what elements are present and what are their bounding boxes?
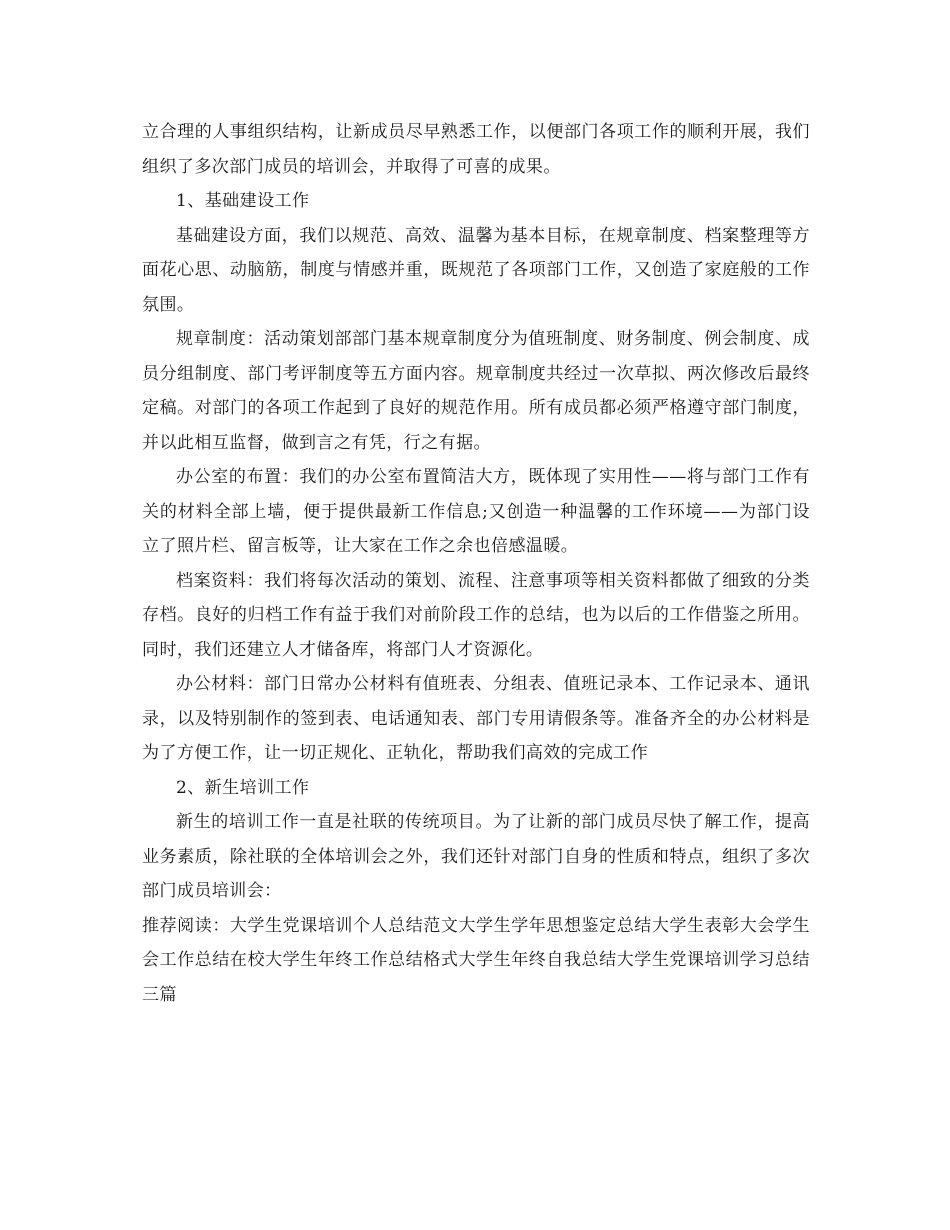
- section-heading-training: 2、新生培训工作: [176, 777, 310, 798]
- paragraph-infrastructure: 基础建设方面，我们以规范、高效、温馨为基本目标，在规章制度、档案整理等方面花心思、动脑筋，制度与情感并重，既规范了各项部门工作，又创造了家庭般的工作氛围。: [142, 225, 810, 315]
- paragraph-recommended-reading: 推荐阅读：大学生党课培训个人总结范文大学生学年思想鉴定总结大学生表彰大会学生会工作总结在校大学生年终工作总结格式大学生年终自我总结大学生党课培训学习总结三篇: [142, 915, 810, 1005]
- document-body: [142, 115, 810, 1012]
- section-heading-infrastructure: 1、基础建设工作: [176, 191, 310, 211]
- paragraph-office-layout: 办公室的布置：我们的办公室布置简洁大方，既体现了实用性——将与部门工作有关的材料全部上墙，便于提供最新工作信息;又创造一种温馨的工作环境——为部门设立了照片栏、留言板等，让大家在工作之余也倍感温暖。: [142, 467, 810, 556]
- paragraph-intro-continuation: 立合理的人事组织结构，让新成员尽早熟悉工作，以便部门各项工作的顺利开展，我们组织了多次部门成员的培训会，并取得了可喜的成果。: [142, 122, 810, 177]
- paragraph-archives: 档案资料：我们将每次活动的策划、流程、注意事项等相关资料都做了细致的分类存档。良好的归档工作有益于我们对前阶段工作的总结，也为以后的工作借鉴之所用。同时，我们还建立人才储备库，将部门人才资源化。: [142, 570, 810, 660]
- paragraph-rules: 规章制度：活动策划部部门基本规章制度分为值班制度、财务制度、例会制度、成员分组制度、部门考评制度等五方面内容。规章制度共经过一次草拟、两次修改后最终定稿。对部门的各项工作起到了良好的规范作用。所有成员都必须严格遵守部门制度，并以此相互监督，做到言之有凭，行之有据。: [142, 329, 810, 453]
- paragraph-training: 新生的培训工作一直是社联的传统项目。为了让新的部门成员尽快了解工作，提高业务素质，除社联的全体培训会之外，我们还针对部门自身的性质和特点，组织了多次部门成员培训会：: [142, 812, 810, 901]
- paragraph-office-materials: 办公材料：部门日常办公材料有值班表、分组表、值班记录本、工作记录本、通讯录，以及特别制作的签到表、电话通知表、部门专用请假条等。准备齐全的办公材料是为了方便工作，让一切正规化、正轨化，帮助我们高效的完成工作: [142, 674, 810, 763]
